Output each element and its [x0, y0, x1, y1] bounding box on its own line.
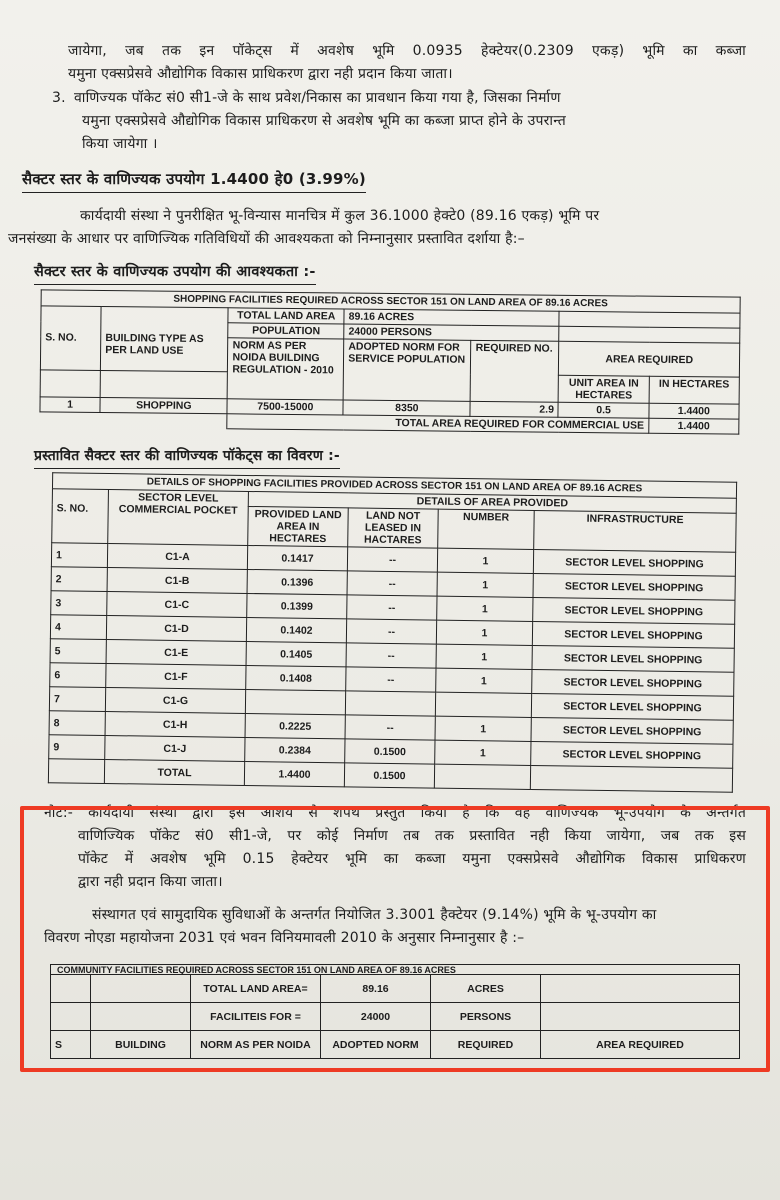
table-cell: SECTOR LEVEL SHOPPING	[531, 717, 733, 744]
table-header-cell: REQUIRED NO.	[471, 340, 560, 402]
table-cell: 7500-15000	[227, 399, 343, 415]
table-total-value: 1.4400	[244, 761, 344, 786]
table-cell	[530, 765, 732, 792]
table-cell: 1	[436, 644, 532, 669]
table-cell: SECTOR LEVEL SHOPPING	[533, 549, 735, 576]
table-cell	[245, 689, 345, 714]
table-cell: C1-E	[106, 640, 246, 666]
note-text: कार्यदायी संस्था द्वारा इस आशय से शपथ प्रस्तुत किया है कि वह वाणिज्यक भू-उपयोग के अन्तर्गत	[88, 805, 746, 821]
table-cell: --	[345, 715, 435, 740]
table-header-cell: BUILDING TYPE AS PER LAND USE	[101, 306, 229, 371]
table-total-label: TOTAL	[104, 759, 244, 785]
community-paragraph	[44, 904, 746, 950]
table-header-cell: PROVIDED LAND AREA IN HECTARES	[248, 506, 349, 546]
table-cell: PERSONS	[431, 1003, 541, 1031]
table-cell	[91, 1003, 191, 1031]
shopping-required-table	[39, 289, 740, 434]
table-cell: SECTOR LEVEL SHOPPING	[532, 669, 734, 696]
table-cell: C1-G	[105, 688, 245, 714]
table-header-cell: S	[51, 1031, 91, 1059]
table-header-cell: TOTAL LAND AREA	[228, 308, 344, 324]
table-cell: 0.1399	[247, 593, 347, 618]
table-cell	[434, 764, 530, 789]
list-item-3	[44, 87, 746, 156]
table-cell: --	[346, 619, 436, 644]
table-cell: SECTOR LEVEL SHOPPING	[531, 693, 733, 720]
table-cell: 1	[51, 543, 107, 568]
table-cell: 1.4400	[649, 403, 739, 419]
paragraph-line: जनसंख्या के आधार पर वाणिज्यिक गतिविधियों की आवश्यकता को निम्नानुसार प्रस्तावित दर्शाया है:–	[8, 231, 525, 247]
table-cell: --	[347, 547, 437, 572]
table-cell: 1	[437, 548, 533, 573]
table-cell	[435, 692, 531, 717]
note-text: द्वारा नही प्रदान किया जाता।	[78, 874, 223, 890]
table-total-value: 0.1500	[344, 763, 434, 788]
table-header-cell: AREA REQUIRED	[559, 341, 740, 377]
table-cell: 1	[435, 740, 531, 765]
table-cell: 24000	[321, 1003, 431, 1031]
table-cell: 0.1500	[345, 739, 435, 764]
table-total-label: TOTAL AREA REQUIRED FOR COMMERCIAL USE	[227, 414, 648, 433]
table-cell: 1	[435, 716, 531, 741]
table-total-value: 1.4400	[648, 418, 738, 434]
top-paragraph-line: यमुना एक्सप्रेसवे औद्योगिक विकास प्राधिकरण द्वारा नही प्रदान किया जाता।	[68, 66, 453, 82]
note-block	[44, 802, 746, 894]
table-cell: C1-F	[106, 664, 246, 690]
table-cell	[100, 370, 228, 398]
top-paragraph	[44, 0, 746, 86]
table-header-cell: ADOPTED NORM FOR SERVICE POPULATION	[343, 339, 471, 401]
table-cell	[40, 412, 228, 429]
subheading-requirement: सैक्टर स्तर के वाणिज्यक उपयोग की आवश्यकता :-	[34, 261, 316, 285]
table-cell: C1-D	[106, 616, 246, 642]
table-cell: --	[347, 595, 437, 620]
table-cell: SECTOR LEVEL SHOPPING	[532, 645, 734, 672]
table-cell: 0.1405	[246, 641, 346, 666]
table-cell: 0.1408	[246, 665, 346, 690]
shopping-provided-table	[48, 472, 737, 793]
table-header-cell: UNIT AREA IN HECTARES	[559, 375, 650, 403]
table-header-cell: POPULATION	[228, 323, 344, 339]
table-cell: 0.2384	[245, 737, 345, 762]
table-header-cell: NORM AS PER NOIDA	[191, 1031, 321, 1059]
table-cell: 1	[436, 620, 532, 645]
list-item-text: किया जायेगा ।	[82, 136, 158, 152]
table-header-cell: LAND NOT LEASED IN HACTARES	[348, 508, 439, 548]
table-cell: SECTOR LEVEL SHOPPING	[533, 573, 735, 600]
table-header-cell: INFRASTRUCTURE	[534, 510, 737, 552]
table-cell: 1	[437, 596, 533, 621]
table-cell: 0.5	[558, 402, 648, 418]
table-cell: --	[347, 571, 437, 596]
table-cell: 7	[49, 687, 105, 712]
paragraph-line: कार्यदायी संस्था ने पुनरीक्षित भू-विन्यास मानचित्र में कुल 36.1000 हेक्टे0 (89.16 एकड़) भूमि पर	[80, 208, 600, 224]
table-cell: 0.1402	[246, 617, 346, 642]
table-cell	[51, 975, 91, 1003]
note-label: नोट:-	[44, 805, 74, 821]
table-cell: --	[346, 643, 436, 668]
table-cell	[541, 975, 740, 1003]
table-cell: ACRES	[431, 975, 541, 1003]
table-cell: 1	[40, 397, 100, 413]
table-cell: 3	[51, 591, 107, 616]
table-cell: C1-C	[107, 592, 247, 618]
table-header-cell: S. NO.	[52, 489, 109, 544]
table-header-cell: ADOPTED NORM	[321, 1031, 431, 1059]
table-cell: SECTOR LEVEL SHOPPING	[533, 597, 735, 624]
table-cell: 24000 PERSONS	[344, 324, 559, 341]
table-header-cell: DETAILS OF AREA PROVIDED	[248, 491, 736, 513]
table-cell: SECTOR LEVEL SHOPPING	[531, 741, 733, 768]
table-cell: 89.16 ACRES	[344, 309, 559, 326]
table-caption: COMMUNITY FACILITIES REQUIRED ACROSS SECTOR 151 ON LAND AREA OF 89.16 ACRES	[50, 964, 740, 974]
table-cell	[51, 1003, 91, 1031]
table-cell: C1-H	[105, 711, 245, 737]
table-cell: 9	[49, 735, 105, 760]
table-header-cell: BUILDING	[91, 1031, 191, 1059]
table-cell: 0.2225	[245, 713, 345, 738]
list-number: 3.	[52, 90, 66, 106]
table-cell: C1-J	[105, 735, 245, 761]
table-header-cell: AREA REQUIRED	[541, 1031, 740, 1059]
list-item-text: यमुना एक्सप्रेसवे औद्योगिक विकास प्राधिकरण से अवशेष भूमि का कब्जा प्राप्त होने के उपरान्त	[82, 113, 566, 129]
list-item-text: वाणिज्यक पॉकेट सं0 सी1-जे के साथ प्रवेश/निकास का प्रावधान किया गया है, जिसका निर्माण	[74, 90, 561, 106]
paragraph-line: संस्थागत एवं सामुदायिक सुविधाओं के अन्तर्गत नियोजित 3.3001 हैक्टेयर (9.14%) भूमि के भू-उपयोग का	[92, 907, 657, 923]
table-cell	[345, 691, 435, 716]
table-cell: 8	[49, 711, 105, 736]
table-cell: 2	[51, 567, 107, 592]
table-cell: C1-A	[107, 544, 247, 570]
table-header-cell: IN HECTARES	[649, 376, 740, 404]
note-text: पॉकेट में अवशेष भूमि 0.15 हेक्टेयर भूमि का कब्जा यमुना एक्सप्रेसवे औद्योगिक विकास प्राधिकरण	[78, 851, 746, 867]
table-cell: 0.1396	[247, 569, 347, 594]
table-cell: 0.1417	[247, 545, 347, 570]
top-paragraph-line: जायेगा, जब तक इन पॉकेट्स में अवशेष भूमि 0.0935 हेक्टेयर(0.2309 एकड़) भूमि का कब्जा	[68, 43, 746, 59]
table-cell	[40, 370, 100, 398]
table-cell: SHOPPING	[100, 397, 227, 413]
table-cell: SECTOR LEVEL SHOPPING	[532, 621, 734, 648]
table-header-cell: NORM AS PER NOIDA BUILDING REGULATION - 2010	[228, 338, 344, 400]
table-cell	[48, 759, 104, 784]
table-caption: SHOPPING FACILITIES REQUIRED ACROSS SECTOR 151 ON LAND AREA OF 89.16 ACRES	[41, 289, 741, 312]
section-heading: सैक्टर स्तर के वाणिज्यक उपयोग 1.4400 हे0 (3.99%)	[22, 168, 366, 193]
table-cell: 2.9	[470, 401, 558, 417]
table-cell	[91, 975, 191, 1003]
table-header-cell: TOTAL LAND AREA=	[191, 975, 321, 1003]
community-facilities-table	[50, 964, 740, 1059]
table-cell: 5	[50, 639, 106, 664]
table-header-cell: SECTOR LEVEL COMMERCIAL POCKET	[108, 490, 249, 546]
note-text: वाणिज्यिक पॉकेट सं0 सी1-जे, पर कोई निर्माण तब तक प्रस्तावित नही किया जायेगा, जब तक इस	[78, 828, 746, 844]
table-cell: 6	[50, 663, 106, 688]
table-header-cell: S. NO.	[40, 306, 101, 371]
table-cell: 8350	[343, 400, 470, 416]
table-cell: 89.16	[321, 975, 431, 1003]
table-caption: DETAILS OF SHOPPING FACILITIES PROVIDED ACROSS SECTOR 151 ON LAND AREA OF 89.16 ACRES	[52, 472, 737, 498]
table-cell: 1	[437, 572, 533, 597]
table-cell	[541, 1003, 740, 1031]
table-header-cell: REQUIRED	[431, 1031, 541, 1059]
subheading-proposed: प्रस्तावित सैक्टर स्तर की वाणिज्यक पॉकेट्स का विवरण :-	[34, 445, 340, 469]
table-cell: 4	[50, 615, 106, 640]
paragraph-line: विवरण नोएडा महायोजना 2031 एवं भवन विनियमावली 2010 के अनुसार निम्नानुसार है :–	[44, 930, 525, 946]
table-cell: --	[346, 667, 436, 692]
land-plan-paragraph	[8, 205, 746, 251]
table-header-cell: NUMBER	[438, 509, 535, 549]
table-cell: C1-B	[107, 568, 247, 594]
table-header-cell: FACILITEIS FOR =	[191, 1003, 321, 1031]
table-cell: 1	[436, 668, 532, 693]
